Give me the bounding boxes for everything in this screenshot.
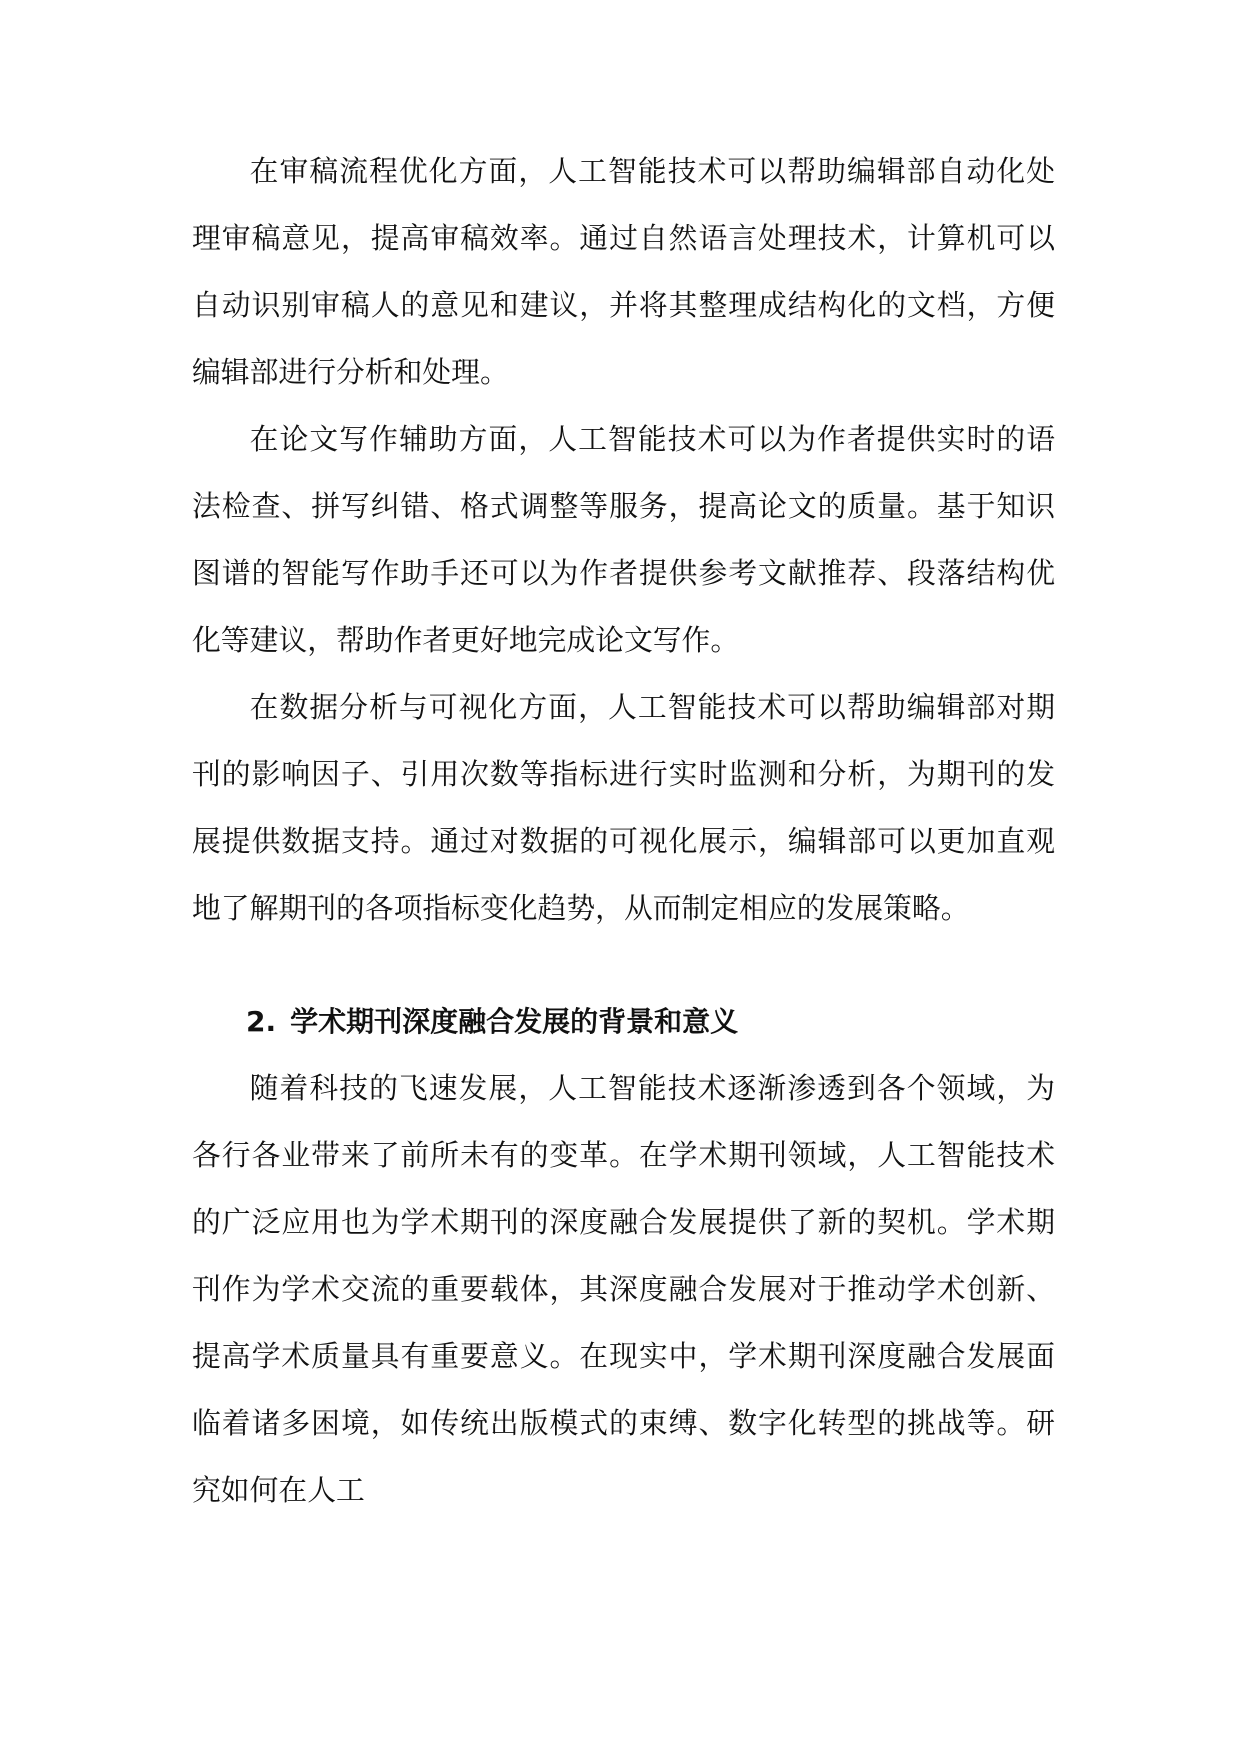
section-number: 2. [246,1005,277,1038]
section-title: 学术期刊深度融合发展的背景和意义 [290,1005,739,1038]
paragraph-background: 随着科技的飞速发展，人工智能技术逐渐渗透到各个领域，为各行各业带来了前所未有的变革。在学术期刊领域，人工智能技术的广泛应用也为学术期刊的深度融合发展提供了新的契机。学术期刊作为学术交流的重要载体，其深度融合发展对于推动学术创新、提高学术质量具有重要意义。在现实中，学术期刊深度融合发展面临着诸多困境，如传统出版模式的束缚、数字化转型的挑战等。研究如何在人工 [192,1071,1055,1507]
paragraph-data-analysis: 在数据分析与可视化方面，人工智能技术可以帮助编辑部对期刊的影响因子、引用次数等指标进行实时监测和分析，为期刊的发展提供数据支持。通过对数据的可视化展示，编辑部可以更加直观地了解期刊的各项指标变化趋势，从而制定相应的发展策略。 [192,690,1055,925]
paragraph-review-process: 在审稿流程优化方面，人工智能技术可以帮助编辑部自动化处理审稿意见，提高审稿效率。通过自然语言处理技术，计算机可以自动识别审稿人的意见和建议，并将其整理成结构化的文档，方便编辑部进行分析和处理。 [192,154,1055,389]
document-page [192,138,1055,1524]
section-heading [192,988,1055,1055]
paragraph-writing-assist: 在论文写作辅助方面，人工智能技术可以为作者提供实时的语法检查、拼写纠错、格式调整等服务，提高论文的质量。基于知识图谱的智能写作助手还可以为作者提供参考文献推荐、段落结构优化等建议，帮助作者更好地完成论文写作。 [192,422,1055,657]
